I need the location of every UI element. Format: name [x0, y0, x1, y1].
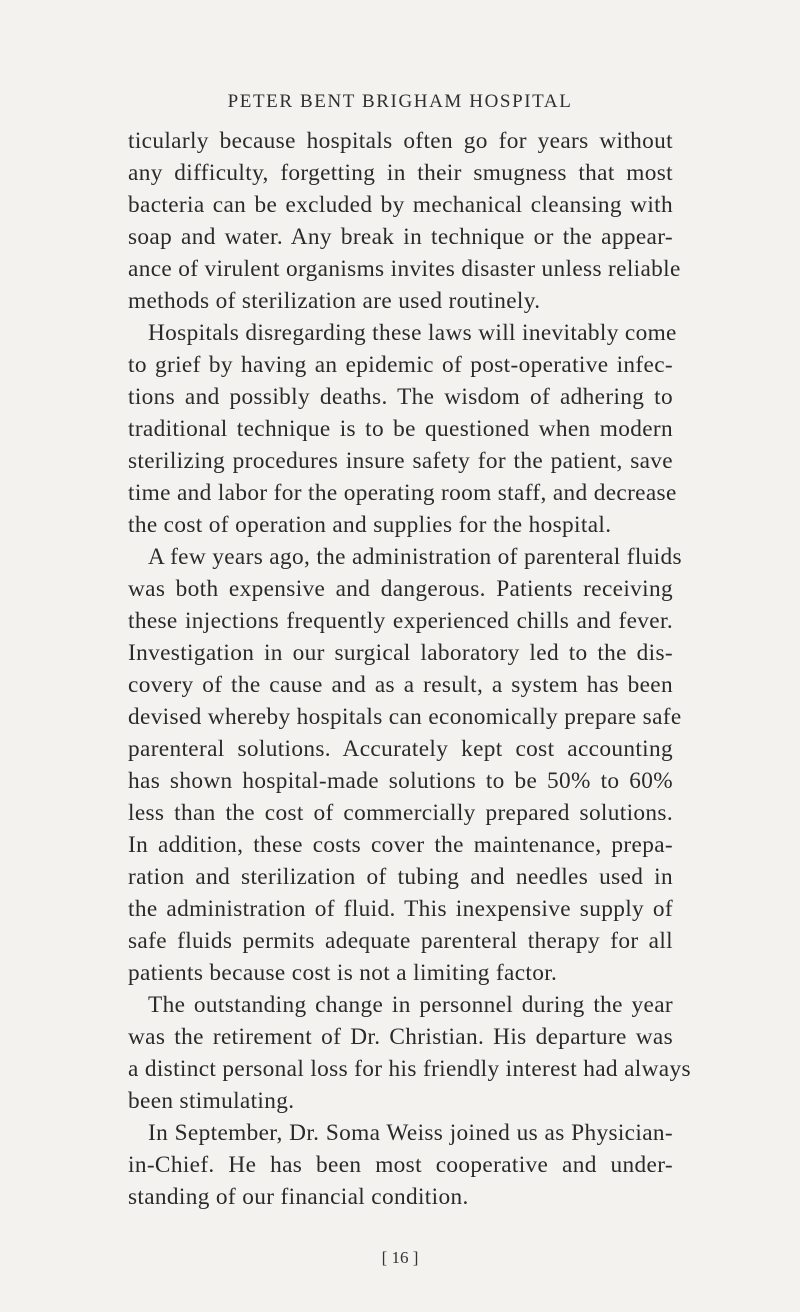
page-number: [ 16 ] — [381, 1248, 419, 1267]
text-line: safe fluids permits adequate parenteral therapy for all — [128, 928, 673, 954]
text-line: devised whereby hospitals can economically prepare safe — [128, 704, 682, 730]
text-line: The outstanding change in personnel during the year — [148, 992, 673, 1018]
text-line: methods of sterilization are used routinely. — [128, 288, 541, 314]
text-line: these injections frequently experienced chills and fever. — [128, 608, 673, 634]
running-head: PETER BENT BRIGHAM HOSPITAL — [227, 91, 573, 112]
text-line: has shown hospital-made solutions to be 50% to 60% — [128, 768, 673, 794]
text-line: the administration of fluid. This inexpensive supply of — [128, 896, 673, 922]
text-line: ration and sterilization of tubing and needles used in — [128, 864, 673, 890]
text-line: less than the cost of commercially prepared solutions. — [128, 800, 673, 826]
text-line: in-Chief. He has been most cooperative and under- — [128, 1152, 673, 1178]
text-line: bacteria can be excluded by mechanical cleansing with — [128, 192, 673, 218]
text-line: ticularly because hospitals often go for years without — [128, 128, 673, 154]
text-line: time and labor for the operating room staff, and decrease — [128, 480, 677, 506]
text-line: Investigation in our surgical laboratory led to the dis- — [128, 640, 673, 666]
text-line: covery of the cause and as a result, a system has been — [128, 672, 673, 698]
text-line: patients because cost is not a limiting factor. — [128, 960, 558, 986]
text-line: soap and water. Any break in technique or the appear- — [128, 224, 673, 250]
text-line: standing of our financial condition. — [128, 1184, 469, 1210]
text-line: A few years ago, the administration of parenteral fluids — [148, 544, 682, 570]
text-line: sterilizing procedures insure safety for the patient, save — [128, 448, 673, 474]
text-line: traditional technique is to be questioned when modern — [128, 416, 673, 442]
text-line: In September, Dr. Soma Weiss joined us as Physician- — [148, 1120, 673, 1146]
body-text — [128, 125, 691, 1213]
text-line: the cost of operation and supplies for the hospital. — [128, 512, 612, 538]
text-line: parenteral solutions. Accurately kept cost accounting — [128, 736, 673, 762]
text-line: Hospitals disregarding these laws will inevitably come — [148, 320, 677, 346]
text-line: was both expensive and dangerous. Patients receiving — [128, 576, 673, 602]
text-line: a distinct personal loss for his friendly interest had always — [128, 1056, 691, 1082]
text-line: been stimulating. — [128, 1088, 295, 1114]
text-line: In addition, these costs cover the maintenance, prepa- — [128, 832, 673, 858]
text-line: to grief by having an epidemic of post-operative infec- — [128, 352, 673, 378]
text-line: any difficulty, forgetting in their smugness that most — [128, 160, 673, 186]
text-line: tions and possibly deaths. The wisdom of adhering to — [128, 384, 673, 410]
text-line: was the retirement of Dr. Christian. His departure was — [128, 1024, 673, 1050]
text-line: ance of virulent organisms invites disaster unless reliable — [128, 256, 681, 282]
